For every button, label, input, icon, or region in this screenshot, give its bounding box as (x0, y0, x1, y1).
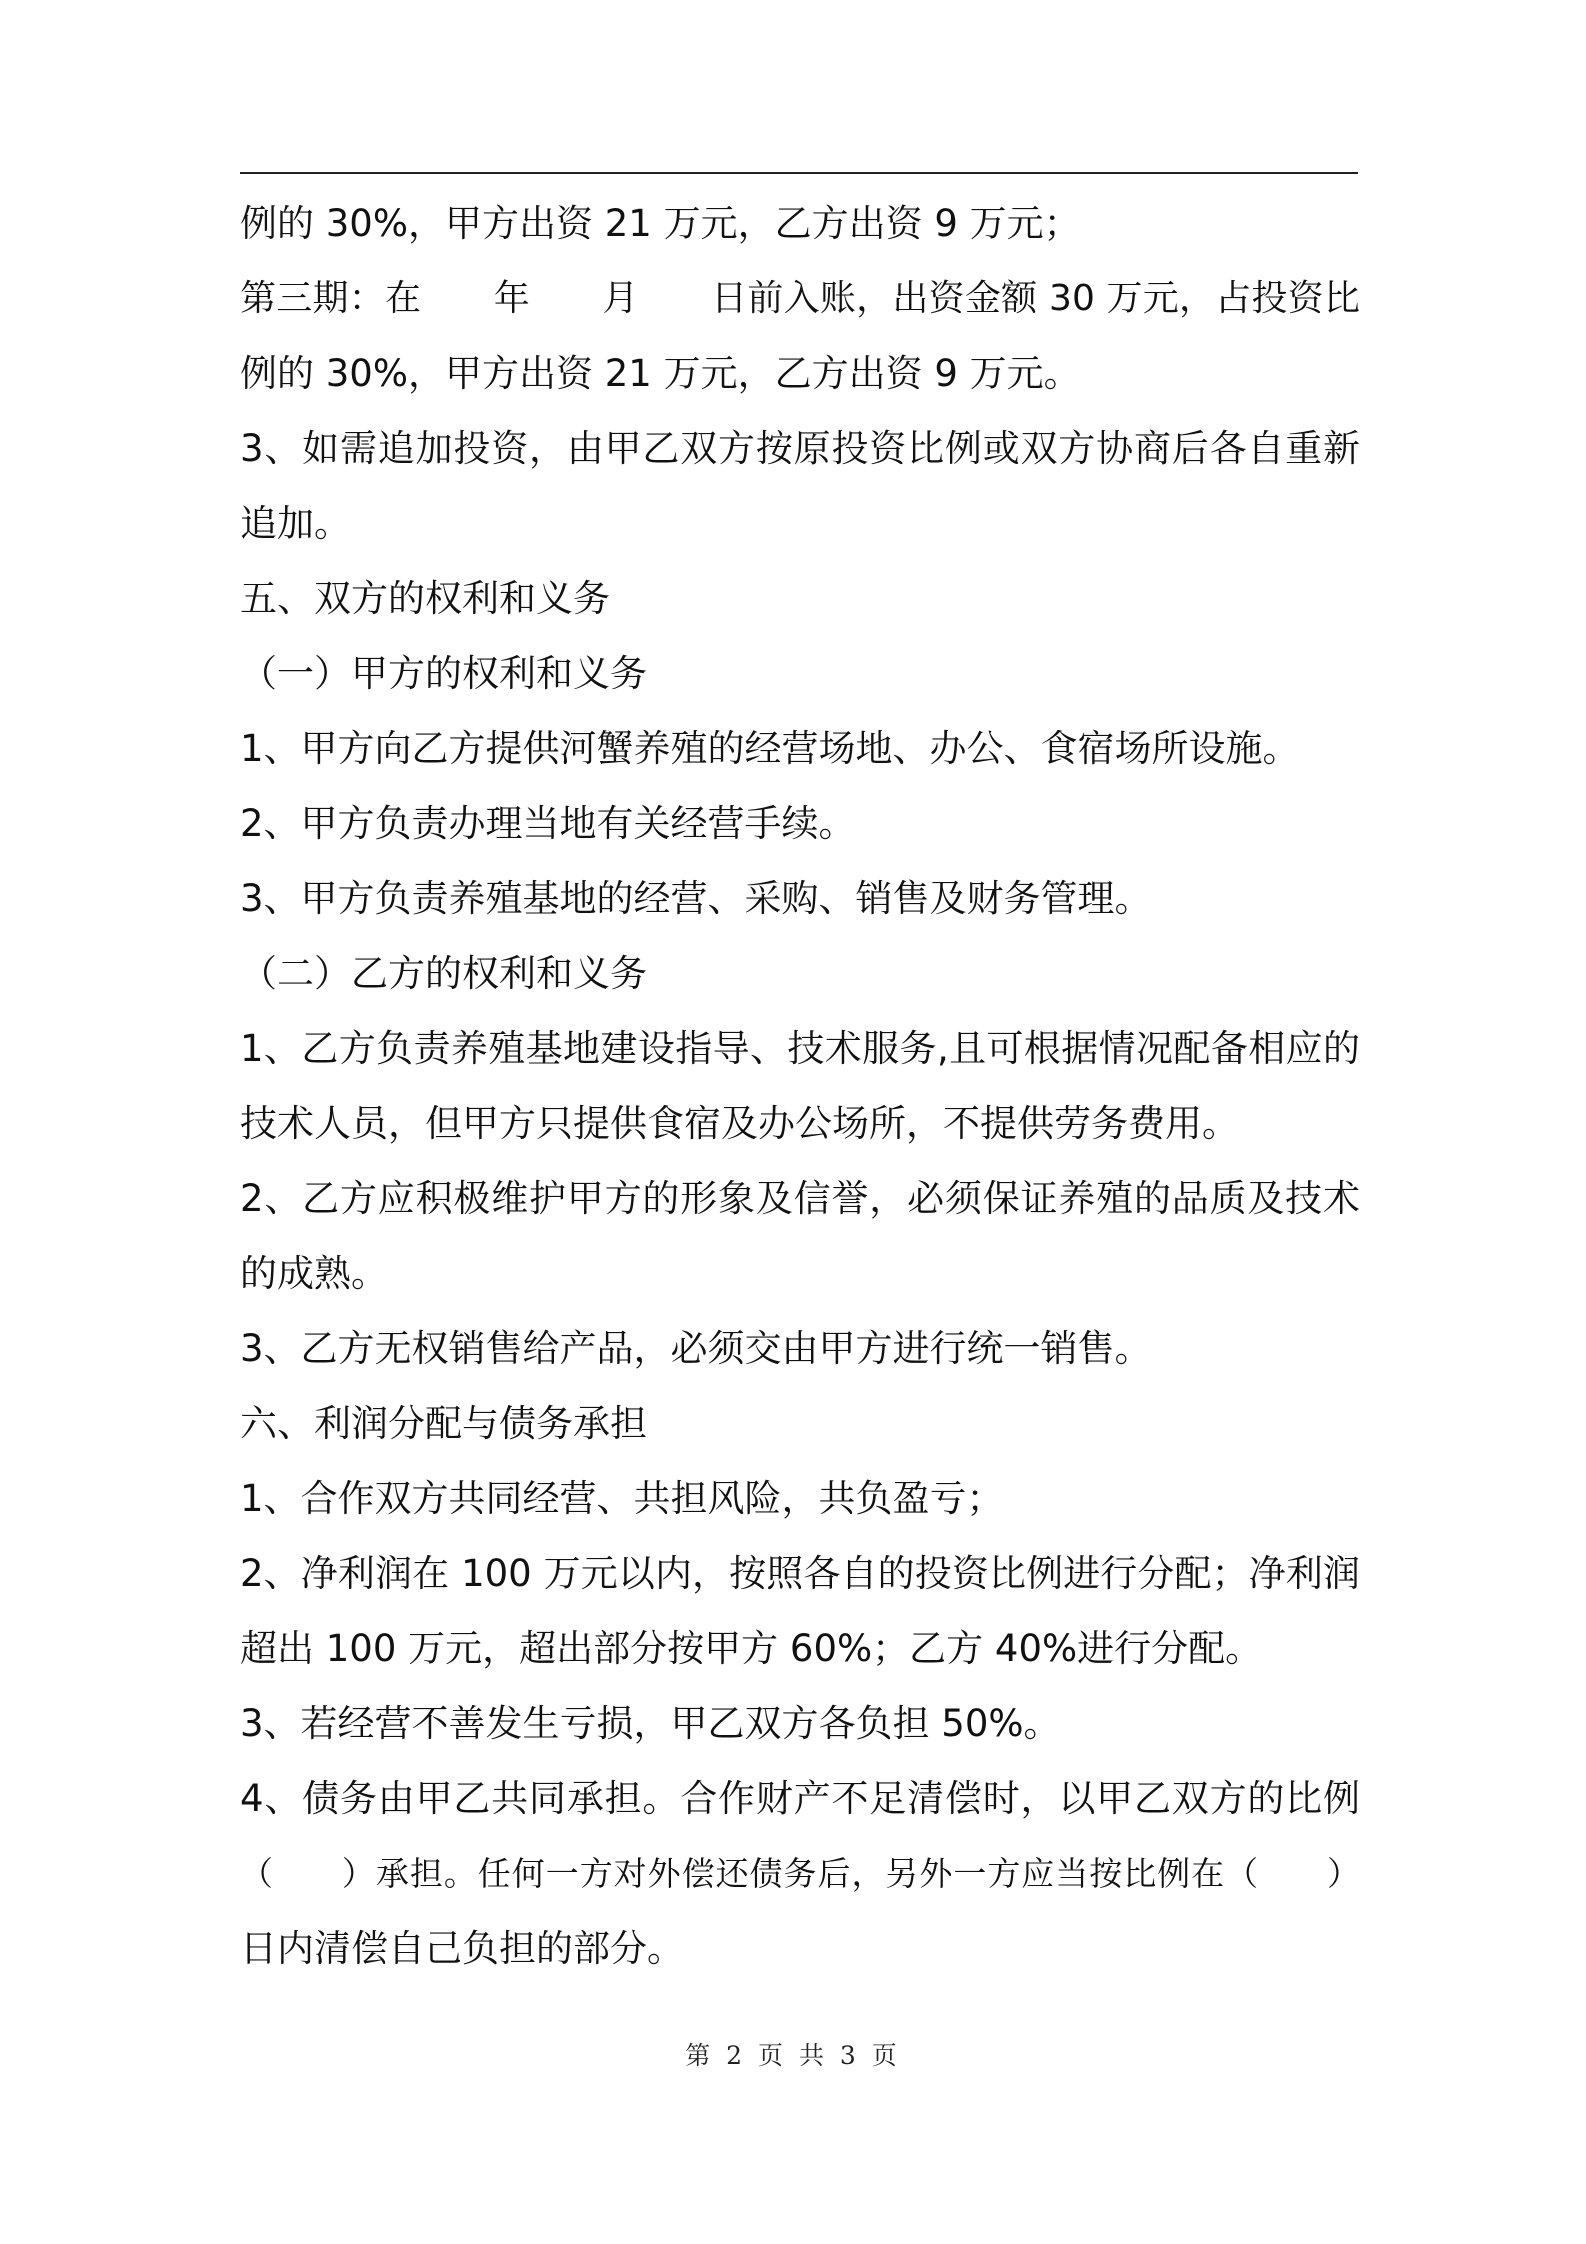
header-rule (240, 172, 1358, 174)
paragraph-line: 例的 30%，甲方出资 21 万元，乙方出资 9 万元； (240, 202, 1081, 245)
paragraph-line: 第三期：在 年 月 日前入账，出资金额 30 万元，占投资比 (240, 278, 1360, 319)
subsection-heading: （一）甲方的权利和义务 (240, 652, 647, 695)
paragraph-line: 2、甲方负责办理当地有关经营手续。 (240, 802, 856, 845)
paragraph-line: 追加。 (240, 502, 351, 545)
paragraph-line: 超出 100 万元，超出部分按甲方 60%；乙方 40%进行分配。 (240, 1627, 1263, 1670)
paragraph-line: 技术人员，但甲方只提供食宿及办公场所，不提供劳务费用。 (240, 1102, 1239, 1145)
section-heading: 五、双方的权利和义务 (240, 577, 610, 620)
paragraph-line: 日内清偿自己负担的部分。 (240, 1927, 684, 1970)
paragraph-line: 2、乙方应积极维护甲方的形象及信誉，必须保证养殖的品质及技术 (240, 1177, 1360, 1220)
paragraph-line: 1、甲方向乙方提供河蟹养殖的经营场地、办公、食宿场所设施。 (240, 727, 1300, 770)
paragraph-line: 1、合作双方共同经营、共担风险，共负盈亏； (240, 1477, 1004, 1520)
paragraph-line: 2、净利润在 100 万元以内，按照各自的投资比例进行分配；净利润 (240, 1552, 1360, 1595)
document-body (240, 186, 1360, 1986)
paragraph-line: 3、若经营不善发生亏损，甲乙双方各负担 50%。 (240, 1702, 1061, 1745)
paragraph-line: 1、乙方负责养殖基地建设指导、技术服务,且可根据情况配备相应的 (240, 1027, 1360, 1070)
paragraph-line: 例的 30%，甲方出资 21 万元，乙方出资 9 万元。 (240, 352, 1081, 395)
paragraph-line: 3、甲方负责养殖基地的经营、采购、销售及财务管理。 (240, 877, 1152, 920)
paragraph-line: 3、乙方无权销售给产品，必须交由甲方进行统一销售。 (240, 1327, 1152, 1370)
paragraph-line: 的成熟。 (240, 1252, 388, 1295)
page-number: 第 2 页 共 3 页 (685, 2041, 901, 2070)
paragraph-line: 4、债务由甲乙共同承担。合作财产不足清偿时，以甲乙双方的比例 (240, 1777, 1360, 1820)
paragraph-line: （ ）承担。任何一方对外偿还债务后，另外一方应当按比例在（ ） (240, 1854, 1360, 1893)
section-heading: 六、利润分配与债务承担 (240, 1402, 647, 1445)
subsection-heading: （二）乙方的权利和义务 (240, 952, 647, 995)
paragraph-line: 3、如需追加投资，由甲乙双方按原投资比例或双方协商后各自重新 (240, 427, 1360, 470)
